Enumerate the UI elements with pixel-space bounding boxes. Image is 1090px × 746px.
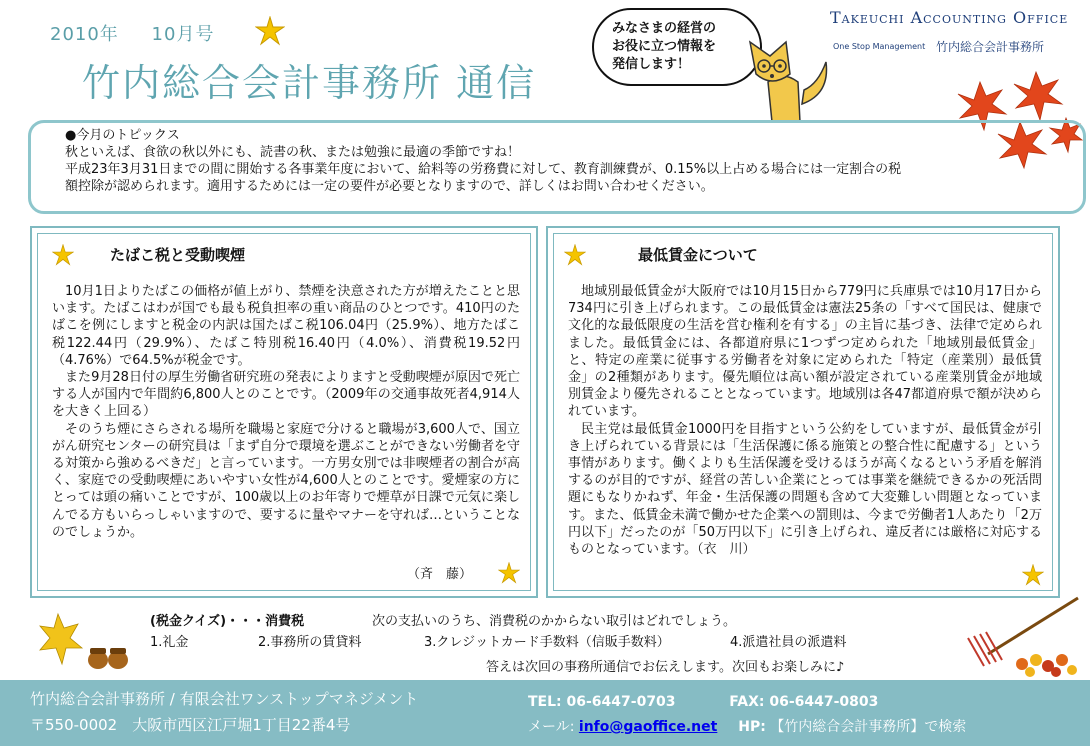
brand-name: Takeuchi Accounting Office — [830, 8, 1069, 27]
star-icon — [564, 244, 586, 266]
quiz-option: 4.派遣社員の派遣料 — [730, 635, 847, 650]
footer-contact — [528, 716, 966, 736]
rake-leaves-icon — [928, 594, 1082, 678]
article-paragraph: 10月1日よりたばこの価格が値上がり、禁煙を決意された方が増えたことと思います。たばこはわが国でも最も税負担率の重い商品のひとつです。410円のたばこを例にしますと税金の内訳は国たばこ税106.04円（25.9%）、地方たばこ税122.44円（29.9%）、たばこ特別税16.40円（4.0%）、消費税19.52円（4.76%）で64.5%が税金です。 — [52, 284, 520, 368]
star-icon — [498, 562, 520, 584]
footer-hp-text: 【竹内総合会計事務所】で検索 — [770, 719, 967, 735]
article-title: 最低賃金について — [638, 246, 758, 264]
topics-line: 額控除が認められます。適用するためには一定の要件が必要となりますので、詳しくはお問い合わせください。 — [65, 179, 714, 194]
newsletter-title: 竹内総合会計事務所 通信 — [82, 61, 537, 105]
topics-line: 平成23年3月31日までの間に開始する各事業年度において、給料等の労務費に対して、教育訓練費が、0.15%以上占める場合には一定割合の税 — [65, 162, 902, 177]
issue-year: 2010年 — [50, 24, 119, 45]
brand-tagline: One Stop Management — [833, 42, 926, 51]
article-title: たばこ税と受動喫煙 — [110, 246, 246, 264]
quiz-option: 3.クレジットカード手数料（信販手数料） — [424, 635, 670, 650]
quiz-option: 1.礼金 — [150, 635, 189, 650]
article-body — [568, 283, 1042, 558]
quiz-answer-note: 答えは次回の事務所通信でお伝えします。次回もお楽しみに♪ — [486, 660, 845, 675]
topics-heading: ●今月のトピックス — [65, 128, 180, 143]
email-link[interactable]: info@gaoffice.net — [578, 719, 718, 735]
star-icon — [52, 244, 74, 266]
footer-company: 竹内総合会計事務所 / 有限会社ワンストップマネジメント — [30, 690, 419, 708]
quiz-option: 2.事務所の賃貸料 — [258, 635, 362, 650]
star-icon — [255, 16, 285, 46]
autumn-leaves-icon — [36, 610, 136, 674]
speech-bubble — [592, 8, 762, 86]
article-paragraph: そのうち煙にさらされる場所を職場と家庭で分けると職場が3,600人で、国立がん研究センターの研究員は「まず自分で環境を選ぶことができない労働者を守る対策から強めるべきだ」と言っています。一方男女別では非喫煙者の割合が高く、家庭での受動喫煙にあいやすい女性が4,600人とのことです。愛煙家の方にとっては頭の痛いことですが、100歳以上のお年寄りで煙草が日課で元気に楽しんでる方もいらっしゃいますので、要するに量やマナーを守れば…ということなのでしょうか。 — [52, 421, 520, 540]
quiz-title: (税金クイズ)・・・消費税 — [150, 614, 305, 629]
brand-japanese-name: 竹内総合会計事務所 — [936, 40, 1045, 54]
star-icon — [1022, 564, 1044, 586]
fox-mascot-icon — [742, 34, 832, 124]
footer — [0, 680, 1090, 746]
footer-hp-label: HP: — [738, 719, 766, 735]
quiz-question: 次の支払いのうち、消費税のかからない取引はどれでしょう。 — [372, 614, 737, 629]
article-signature: （斉 藤） — [406, 567, 472, 582]
tobacco-tax-article — [30, 226, 538, 598]
bubble-line: みなさまの経営の — [612, 21, 717, 36]
article-paragraph: 地域別最低賃金が大阪府では10月15日から779円に兵庫県では10月17日から734円に引き上げられます。この最低賃金は憲法25条の「すべて国民は、健康で文化的な最低限度の生活を営む権利を有する」の主旨に基づき、法律で定められました。最低賃金には、各都道府県に1つずつ定められた「地域別最低賃金」と、特定の産業に従事する労働者を対象に定められた「特定（産業別）最低賃金」の2種類があります。優先順位は高い額が設定されている産業別賃金が地域別賃金より優先されることとなっています。地域別は各47都道府県で額が決められています。 — [568, 284, 1042, 420]
footer-tel: TEL: 06-6447-0703 — [528, 694, 676, 710]
footer-phone-fax — [528, 694, 878, 710]
bubble-line: お役に立つ情報を — [612, 39, 717, 54]
article-body — [52, 283, 520, 541]
footer-fax: FAX: 06-6447-0803 — [729, 694, 879, 710]
article-paragraph: また9月28日付の厚生労働省研究班の発表によりますと受動喫煙が原因で死亡する人が国内で年間約6,800人とのことです。（2009年の交通事故死者4,914人を大きく上回る） — [52, 370, 520, 420]
minimum-wage-article — [546, 226, 1060, 598]
topics-line: 秋といえば、食欲の秋以外にも、読書の秋、または勉強に最適の季節ですね！ — [65, 145, 521, 160]
article-paragraph: 民主党は最低賃金1000円を目指すという公約をしていますが、最低賃金が引き上げられている背景には「生活保護に係る施策との整合性に配慮する」という事情があります。働くよりも生活保護を受けるほうが高くなるという矛盾を解消するのが目的ですが、経営の苦しい企業にとっては事業を継続できるかの死活問題にもなりかねず、年金・生活保護の問題も含めて大変難しい問題となっています。また、低賃金未満で働かせた企業への罰則は、今まで労働者1人あたり「2万円以下」だったのが「50万円以下」に引き上げられ、違反者には厳格に対応するものとなっています。（衣 川） — [568, 421, 1042, 558]
issue-month: 10月号 — [151, 24, 215, 45]
issue-date — [50, 20, 240, 46]
bubble-line: 発信します！ — [612, 57, 691, 72]
footer-address: 〒550-0002 大阪市西区江戸堀1丁目22番4号 — [30, 716, 351, 734]
footer-mail-label: メール: — [528, 719, 579, 735]
topics-box — [28, 120, 1086, 214]
